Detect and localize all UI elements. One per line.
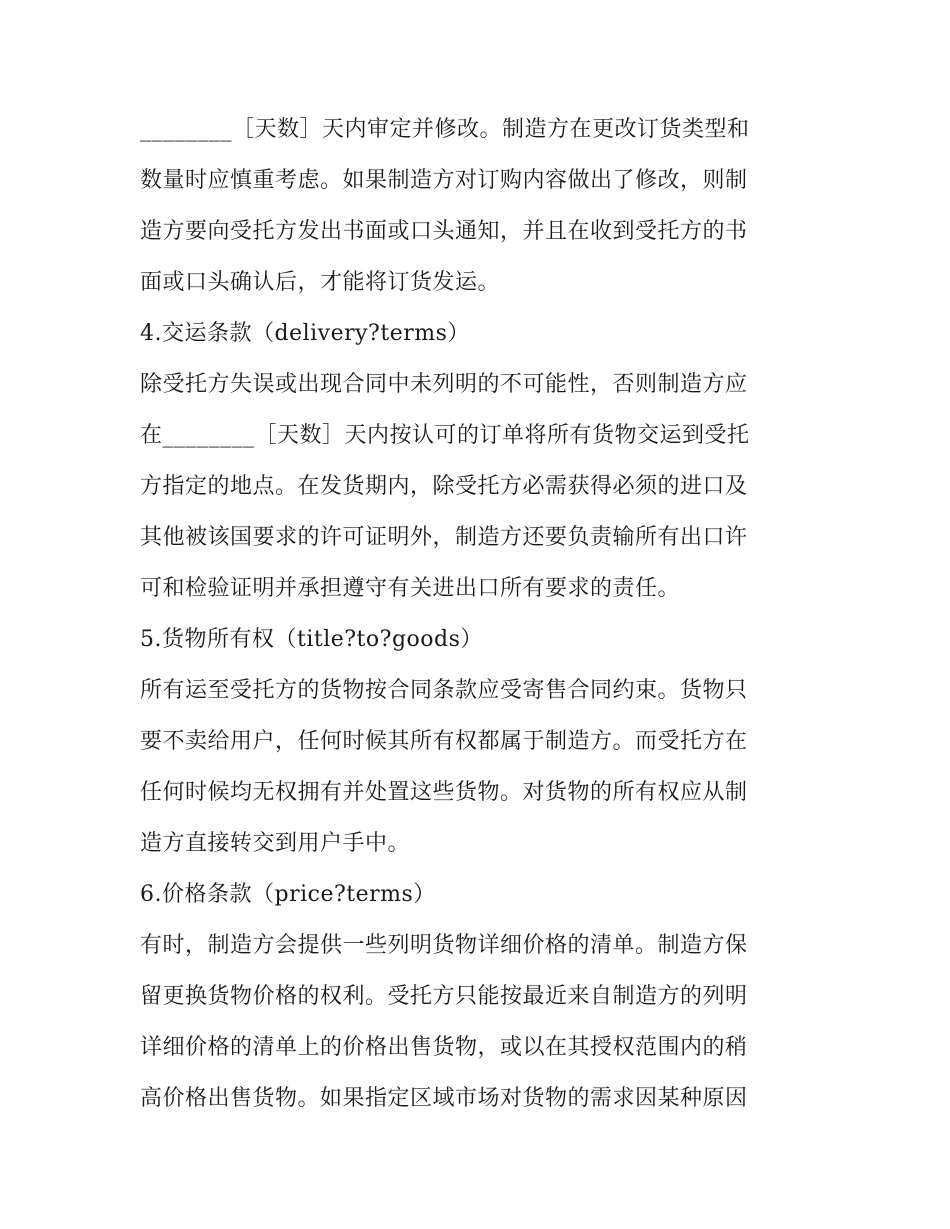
section-heading-title-to-goods: 5.货物所有权（title?to?goods） [140, 627, 483, 652]
body-text-line: 造方要向受托方发出书面或口头通知，并且在收到受托方的书 [140, 219, 748, 244]
body-text-line: 任何时候均无权拥有并处置这些货物。对货物的所有权应从制 [140, 780, 748, 805]
body-text-line: 数量时应慎重考虑。如果制造方对订购内容做出了修改，则制 [140, 168, 748, 193]
body-text-line: 要不卖给用户，任何时候其所有权都属于制造方。而受托方在 [140, 729, 748, 754]
body-text-line: 除受托方失误或出现合同中未列明的不可能性，否则制造方应 [140, 372, 748, 397]
body-text-line: ________［天数］天内审定并修改。制造方在更改订货类型和 [140, 117, 750, 142]
body-text-line: 可和检验证明并承担遵守有关进出口所有要求的责任。 [140, 576, 681, 601]
body-text-line: 有时，制造方会提供一些列明货物详细价格的清单。制造方保 [140, 933, 748, 958]
body-text-line: 其他被该国要求的许可证明外，制造方还要负责输所有出口许 [140, 525, 748, 550]
body-text-line: 留更换货物价格的权利。受托方只能按最近来自制造方的列明 [140, 984, 748, 1009]
body-text-line: 在________［天数］天内按认可的订单将所有货物交运到受托 [140, 423, 750, 448]
body-text-line: 造方直接转交到用户手中。 [140, 831, 411, 856]
document-body [140, 104, 820, 1124]
body-text-line: 详细价格的清单上的价格出售货物，或以在其授权范围内的稍 [140, 1035, 748, 1060]
body-text-line: 面或口头确认后，才能将订货发运。 [140, 270, 501, 295]
body-text-line: 方指定的地点。在发货期内，除受托方必需获得必须的进口及 [140, 474, 748, 499]
section-heading-price-terms: 6.价格条款（price?terms） [140, 882, 436, 907]
body-text-line: 高价格出售货物。如果指定区域市场对货物的需求因某种原因 [140, 1086, 748, 1111]
section-heading-delivery-terms: 4.交运条款（delivery?terms） [140, 321, 470, 346]
body-text-line: 所有运至受托方的货物按合同条款应受寄售合同约束。货物只 [140, 678, 748, 703]
